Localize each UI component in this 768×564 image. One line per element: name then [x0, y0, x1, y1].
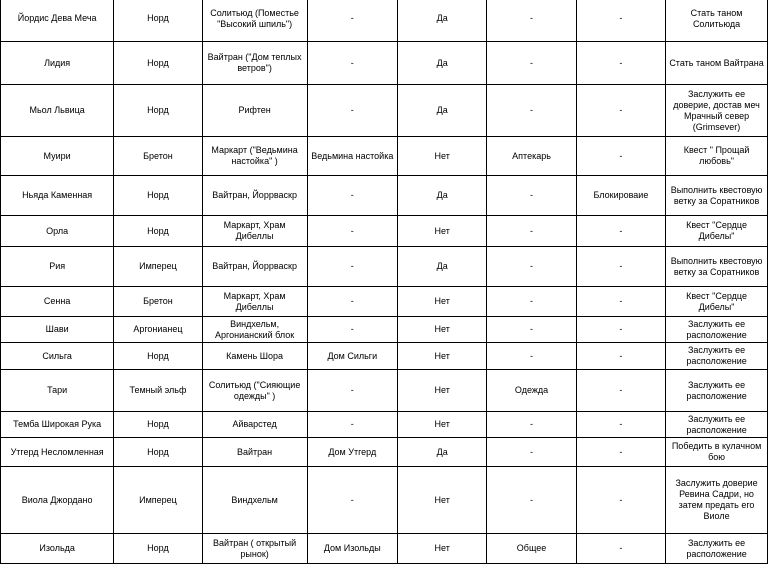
marry-cell[interactable]: Да — [397, 438, 486, 467]
shop-cell[interactable]: Аптекарь — [487, 137, 576, 176]
shop-cell[interactable]: - — [487, 343, 576, 370]
shop-cell[interactable]: - — [487, 317, 576, 343]
home-cell[interactable]: - — [307, 412, 397, 438]
marry-cell[interactable]: Да — [397, 42, 486, 85]
table-row — [1, 216, 768, 247]
skill-cell[interactable]: - — [576, 343, 665, 370]
condition-cell[interactable]: Квест " Прощай любовь" — [666, 137, 768, 176]
shop-cell[interactable]: Одежда — [487, 370, 576, 412]
marry-cell[interactable]: Да — [397, 0, 486, 42]
table-row — [1, 137, 768, 176]
name-cell[interactable]: Рия — [1, 247, 114, 287]
table-row — [1, 85, 768, 137]
skill-cell[interactable]: - — [576, 216, 665, 247]
condition-cell[interactable]: Заслужить доверие Ревина Садри, но затем предать его Виоле — [666, 467, 768, 534]
skill-cell[interactable]: - — [576, 247, 665, 287]
marry-cell[interactable]: Нет — [397, 534, 486, 564]
race-cell[interactable]: Норд — [114, 438, 202, 467]
skill-cell[interactable]: - — [576, 85, 665, 137]
location-cell[interactable]: Камень Шора — [202, 343, 307, 370]
marry-cell[interactable]: Да — [397, 247, 486, 287]
table-body — [1, 0, 768, 564]
skill-cell[interactable]: - — [576, 137, 665, 176]
condition-cell[interactable]: Заслужить ее расположение — [666, 534, 768, 564]
race-cell[interactable]: Имперец — [114, 247, 202, 287]
table-row — [1, 412, 768, 438]
name-cell[interactable]: Лидия — [1, 42, 114, 85]
table-row — [1, 287, 768, 317]
condition-cell[interactable]: Заслужить ее расположение — [666, 370, 768, 412]
location-cell[interactable]: Вайтран, Йоррваскр — [202, 247, 307, 287]
race-cell[interactable]: Бретон — [114, 287, 202, 317]
shop-cell[interactable]: - — [487, 0, 576, 42]
marry-cell[interactable]: Нет — [397, 467, 486, 534]
race-cell[interactable]: Норд — [114, 343, 202, 370]
table-row — [1, 0, 768, 42]
race-cell[interactable]: Бретон — [114, 137, 202, 176]
name-cell[interactable]: Муири — [1, 137, 114, 176]
home-cell[interactable]: Ведьмина настойка — [307, 137, 397, 176]
name-cell[interactable]: Изольда — [1, 534, 114, 564]
condition-cell[interactable]: Выполнить квестовую ветку за Соратников — [666, 176, 768, 216]
name-cell[interactable]: Виола Джордано — [1, 467, 114, 534]
race-cell[interactable]: Норд — [114, 176, 202, 216]
name-cell[interactable]: Ньяда Каменная — [1, 176, 114, 216]
condition-cell[interactable]: Выполнить квестовую ветку за Соратников — [666, 247, 768, 287]
location-cell[interactable]: Солитьюд (Поместье "Высокий шпиль") — [202, 0, 307, 42]
name-cell[interactable]: Утгерд Несломленная — [1, 438, 114, 467]
name-cell[interactable]: Темба Широкая Рука — [1, 412, 114, 438]
home-cell[interactable]: - — [307, 216, 397, 247]
name-cell[interactable]: Орла — [1, 216, 114, 247]
race-cell[interactable]: Норд — [114, 534, 202, 564]
name-cell[interactable]: Мьол Львица — [1, 85, 114, 137]
name-cell[interactable]: Тари — [1, 370, 114, 412]
home-cell[interactable]: Дом Утгерд — [307, 438, 397, 467]
location-cell[interactable]: Вайтран, Йоррваскр — [202, 176, 307, 216]
race-cell[interactable]: Имперец — [114, 467, 202, 534]
home-cell[interactable]: - — [307, 85, 397, 137]
shop-cell[interactable]: - — [487, 412, 576, 438]
shop-cell[interactable]: - — [487, 438, 576, 467]
shop-cell[interactable]: Общее — [487, 534, 576, 564]
race-cell[interactable]: Норд — [114, 216, 202, 247]
skill-cell[interactable]: - — [576, 370, 665, 412]
home-cell[interactable]: Дом Сильги — [307, 343, 397, 370]
location-cell[interactable]: Вайтран ( открытый рынок) — [202, 534, 307, 564]
shop-cell[interactable]: - — [487, 176, 576, 216]
skill-cell[interactable]: - — [576, 412, 665, 438]
home-cell[interactable]: - — [307, 42, 397, 85]
skill-cell[interactable]: - — [576, 534, 665, 564]
marry-cell[interactable]: Да — [397, 176, 486, 216]
location-cell[interactable]: Маркарт, Храм Дибеллы — [202, 216, 307, 247]
condition-cell[interactable]: Заслужить ее расположение — [666, 343, 768, 370]
name-cell[interactable]: Сенна — [1, 287, 114, 317]
condition-cell[interactable]: Заслужить ее доверие, достав меч Мрачный север (Grimsever) — [666, 85, 768, 137]
shop-cell[interactable]: - — [487, 85, 576, 137]
home-cell[interactable]: - — [307, 0, 397, 42]
marry-cell[interactable]: Нет — [397, 317, 486, 343]
marry-cell[interactable]: Нет — [397, 216, 486, 247]
race-cell[interactable]: Норд — [114, 42, 202, 85]
location-cell[interactable]: Вайтран — [202, 438, 307, 467]
race-cell[interactable]: Норд — [114, 0, 202, 42]
home-cell[interactable]: - — [307, 317, 397, 343]
race-cell[interactable]: Норд — [114, 85, 202, 137]
skill-cell[interactable]: - — [576, 438, 665, 467]
shop-cell[interactable]: - — [487, 247, 576, 287]
location-cell[interactable]: Солитьюд ("Сияющие одежды" ) — [202, 370, 307, 412]
location-cell[interactable]: Вайтран ("Дом теплых ветров") — [202, 42, 307, 85]
skill-cell[interactable]: - — [576, 467, 665, 534]
skill-cell[interactable]: - — [576, 42, 665, 85]
location-cell[interactable]: Маркарт, Храм Дибеллы — [202, 287, 307, 317]
shop-cell[interactable]: - — [487, 287, 576, 317]
name-cell[interactable]: Шави — [1, 317, 114, 343]
skill-cell[interactable]: - — [576, 0, 665, 42]
home-cell[interactable]: - — [307, 467, 397, 534]
location-cell[interactable]: Виндхельм — [202, 467, 307, 534]
race-cell[interactable]: Темный эльф — [114, 370, 202, 412]
table-row — [1, 343, 768, 370]
skill-cell[interactable]: - — [576, 317, 665, 343]
condition-cell[interactable]: Квест "Сердце Дибелы" — [666, 216, 768, 247]
condition-cell[interactable]: Победить в кулачном бою — [666, 438, 768, 467]
table-row — [1, 176, 768, 216]
table-row — [1, 467, 768, 534]
condition-cell[interactable]: Стать таном Солитьюда — [666, 0, 768, 42]
table-row — [1, 317, 768, 343]
shop-cell[interactable]: - — [487, 216, 576, 247]
shop-cell[interactable]: - — [487, 42, 576, 85]
marry-cell[interactable]: Нет — [397, 370, 486, 412]
table-row — [1, 247, 768, 287]
name-cell[interactable]: Сильга — [1, 343, 114, 370]
marry-cell[interactable]: Нет — [397, 287, 486, 317]
location-cell[interactable]: Виндхельм, Аргонианский блок — [202, 317, 307, 343]
table-row — [1, 42, 768, 85]
home-cell[interactable]: - — [307, 370, 397, 412]
home-cell[interactable]: - — [307, 176, 397, 216]
marry-cell[interactable]: Да — [397, 85, 486, 137]
marry-cell[interactable]: Нет — [397, 343, 486, 370]
skill-cell[interactable]: - — [576, 287, 665, 317]
condition-cell[interactable]: Заслужить ее расположение — [666, 412, 768, 438]
condition-cell[interactable]: Заслужить ее расположение — [666, 317, 768, 343]
condition-cell[interactable]: Стать таном Вайтрана — [666, 42, 768, 85]
condition-cell[interactable]: Квест "Сердце Дибелы" — [666, 287, 768, 317]
location-cell[interactable]: Айварстед — [202, 412, 307, 438]
home-cell[interactable]: - — [307, 247, 397, 287]
shop-cell[interactable]: - — [487, 467, 576, 534]
home-cell[interactable]: - — [307, 287, 397, 317]
table-row — [1, 534, 768, 564]
race-cell[interactable]: Норд — [114, 412, 202, 438]
marry-cell[interactable]: Нет — [397, 412, 486, 438]
skill-cell[interactable]: Блокироваие — [576, 176, 665, 216]
home-cell[interactable]: Дом Изольды — [307, 534, 397, 564]
name-cell[interactable]: Йордис Дева Меча — [1, 0, 114, 42]
race-cell[interactable]: Аргонианец — [114, 317, 202, 343]
location-cell[interactable]: Рифтен — [202, 85, 307, 137]
location-cell[interactable]: Маркарт ("Ведьмина настойка" ) — [202, 137, 307, 176]
table-row — [1, 370, 768, 412]
marry-cell[interactable]: Нет — [397, 137, 486, 176]
table-row — [1, 438, 768, 467]
